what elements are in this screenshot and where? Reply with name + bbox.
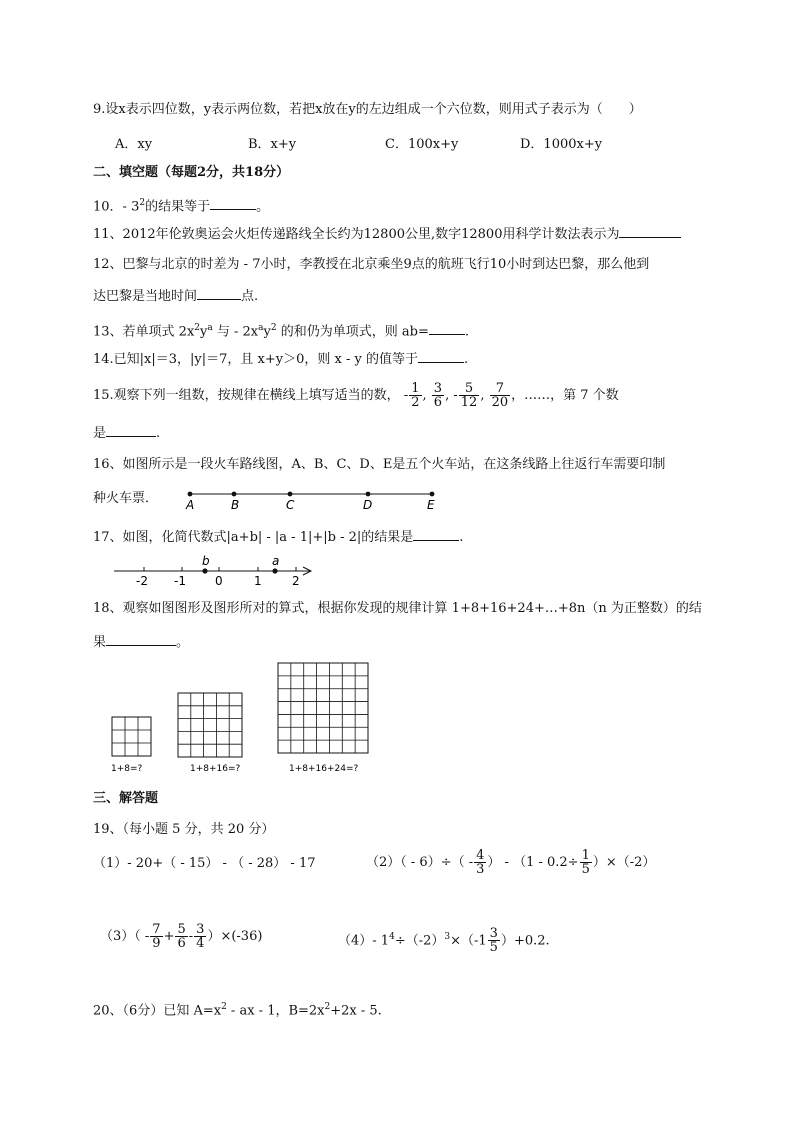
q19p3-text-b: + bbox=[163, 929, 175, 944]
question-19-part-4 bbox=[338, 917, 550, 961]
q19p4-text-a: （4）- 1 bbox=[338, 933, 390, 949]
q13-end: . bbox=[464, 324, 469, 340]
q13-text-e: 的和仍为单项式，则 ab= bbox=[276, 324, 429, 340]
q20-text-b: - ax - 1，B=2x bbox=[226, 1003, 325, 1019]
q19p3-f1-den: 9 bbox=[152, 936, 161, 951]
grid-border bbox=[278, 663, 368, 753]
q19p2-text-a: （2）（ - 6）÷（ - bbox=[366, 855, 474, 870]
point-b-dot bbox=[202, 568, 207, 573]
q13-text-c: 与 - 2x bbox=[212, 324, 259, 340]
q13-answer-blank[interactable] bbox=[429, 322, 465, 335]
question-16-line1: 16、如图所示是一段火车路线图，A、B、C、D、E是五个火车站，在这条线路上往返行车需要印制 bbox=[93, 457, 666, 472]
q10-answer-blank[interactable] bbox=[210, 197, 256, 210]
q18-text-a: 果 bbox=[93, 635, 107, 650]
q15-fraction-4 bbox=[489, 381, 512, 410]
q15-f4-den: 20 bbox=[491, 395, 509, 410]
q17-end: . bbox=[459, 530, 464, 545]
section-3-title: 三、解答题 bbox=[93, 791, 159, 806]
tick-label-minus-1: -1 bbox=[174, 574, 186, 588]
station-e-dot bbox=[430, 492, 435, 497]
q15-f3-sign: - bbox=[453, 388, 458, 403]
station-d-dot bbox=[366, 492, 371, 497]
grid-caption-3: 1+8+16+24=? bbox=[289, 764, 359, 774]
number-line-diagram bbox=[112, 553, 318, 589]
q19p2-f1-num: 4 bbox=[476, 848, 485, 863]
question-16-line2: 种火车票． bbox=[93, 491, 159, 506]
q19p3-text-a: （3）（ - bbox=[100, 929, 150, 944]
q12-answer-blank[interactable] bbox=[197, 287, 241, 300]
question-15-line1 bbox=[93, 379, 619, 413]
q9-option-b: B．x+y bbox=[248, 137, 297, 152]
question-14 bbox=[93, 350, 468, 369]
q15-f3-den: 12 bbox=[460, 395, 478, 410]
q18-text-b: 。 bbox=[176, 635, 190, 650]
grid-figure-7x7 bbox=[278, 663, 368, 753]
q19p4-text-d: ）+0.2. bbox=[500, 933, 550, 949]
q19p3-text-c: - bbox=[188, 929, 194, 944]
q19p2-text-b: ） - （1 - 0.2÷ bbox=[487, 855, 579, 870]
point-a-dot bbox=[272, 568, 277, 573]
station-b-label: B bbox=[231, 498, 240, 512]
q14-answer-blank[interactable] bbox=[418, 350, 464, 363]
q20-sup-2: 2 bbox=[324, 1002, 331, 1012]
q19p2-f2-den: 5 bbox=[581, 862, 590, 877]
q11-answer-blank[interactable] bbox=[619, 225, 681, 238]
q19p4-sup-1: 4 bbox=[389, 932, 395, 942]
question-11 bbox=[93, 225, 681, 244]
q13-sup-1: 2 bbox=[194, 323, 201, 333]
tick-label-minus-2: -2 bbox=[136, 574, 148, 588]
q15-f4-num: 7 bbox=[490, 382, 511, 396]
q19p4-sup-2: 3 bbox=[444, 932, 451, 942]
q9-option-d: D．1000x+y bbox=[520, 137, 603, 152]
grid-caption-2: 1+8+16=? bbox=[190, 764, 241, 774]
q18-answer-blank[interactable] bbox=[106, 633, 176, 646]
question-17 bbox=[93, 528, 463, 547]
q13-text-a: 13、若单项式 2x bbox=[93, 324, 195, 340]
railway-route-diagram bbox=[180, 484, 450, 514]
q9-option-c: C．100x+y bbox=[385, 137, 459, 152]
q10-text-a: 10．- 3 bbox=[93, 199, 140, 215]
section-2-title: 二、填空题（每题2分，共18分） bbox=[93, 165, 290, 180]
station-a-label: A bbox=[186, 498, 195, 512]
q19p4-f-den: 5 bbox=[489, 940, 498, 956]
question-12-line2 bbox=[93, 287, 258, 306]
q13-sup-4: 2 bbox=[270, 323, 277, 333]
q13-sup-3: a bbox=[258, 323, 264, 333]
grid-figure-5x5 bbox=[178, 693, 242, 757]
q19p2-f1-den: 3 bbox=[476, 862, 485, 877]
q11-text: 11、2012年伦敦奥运会火炬传递路线全长约为12800公里,数字12800用科学计数法表示为 bbox=[93, 227, 620, 242]
q20-text-c: +2x - 5. bbox=[330, 1003, 382, 1019]
station-e-label: E bbox=[427, 498, 435, 512]
q15-text-a: 是 bbox=[93, 426, 107, 441]
question-20 bbox=[93, 998, 382, 1020]
point-a-label: a bbox=[272, 554, 280, 568]
q15-f1-sign: - bbox=[403, 388, 409, 403]
q19p4-text-b: ÷（-2） bbox=[394, 933, 445, 949]
q14-end: . bbox=[463, 352, 469, 367]
q10-exponent: 2 bbox=[139, 198, 146, 208]
q9-option-a: A．xy bbox=[115, 137, 153, 152]
station-a-dot bbox=[188, 492, 193, 497]
q10-text-b: 的结果等于 bbox=[145, 199, 211, 215]
question-19-part-3 bbox=[100, 917, 262, 957]
q19p3-f2-den: 6 bbox=[177, 936, 186, 951]
q14-text: 14.已知|x|＝3，|y|＝7，且 x+y＞0，则 x - y 的值等于 bbox=[93, 352, 418, 367]
grid-figure-3x3 bbox=[112, 717, 151, 756]
q20-sup-1: 2 bbox=[221, 1002, 227, 1012]
question-15-line2 bbox=[93, 424, 160, 443]
question-13 bbox=[93, 319, 469, 341]
q12-text-b: 点. bbox=[241, 289, 259, 304]
q19p4-f-num: 3 bbox=[489, 926, 498, 942]
q19p4-text-c: ×（-1 bbox=[450, 933, 487, 949]
question-19-part-2 bbox=[366, 843, 655, 883]
q17-text: 17、如图，化简代数式|a+b| - |a - 1|+|b - 2|的结果是 bbox=[93, 530, 414, 545]
station-c-dot bbox=[288, 492, 293, 497]
q15-f1-den: 2 bbox=[411, 395, 420, 410]
station-b-dot bbox=[232, 492, 237, 497]
q19p3-f2-num: 5 bbox=[177, 922, 186, 937]
q19p2-text-c: ）×（-2） bbox=[592, 855, 656, 870]
question-9-stem: 9.设x表示四位数，y表示两位数，若把x放在y的左边组成一个六位数，则用式子表示为（ ） bbox=[93, 102, 642, 117]
q15-fraction-1: - $\frac{1}{2}$ , bbox=[403, 381, 427, 410]
q15-f1-num: 1 bbox=[411, 381, 420, 396]
grid-caption-1: 1+8=? bbox=[111, 764, 143, 774]
q19p3-text-d: ）×(-36) bbox=[207, 929, 263, 944]
point-b-label: b bbox=[202, 554, 210, 568]
grid-pattern-figures bbox=[100, 658, 390, 778]
q15-answer-blank[interactable] bbox=[106, 424, 156, 437]
q13-text-d: y bbox=[263, 324, 271, 340]
q20-text-a: 20、（6分）已知 A=x bbox=[93, 1003, 222, 1019]
q15-f2-num: 3 bbox=[433, 381, 443, 396]
question-18-line2 bbox=[93, 633, 189, 652]
q15-f2-den: 6 bbox=[433, 395, 443, 410]
station-c-label: C bbox=[286, 498, 295, 512]
question-10 bbox=[93, 194, 269, 216]
tick-label-1: 1 bbox=[254, 574, 262, 588]
tick-label-2: 2 bbox=[292, 574, 300, 588]
question-19-header: 19、（每小题 5 分，共 20 分） bbox=[93, 822, 275, 837]
q12-text-a: 达巴黎是当地时间 bbox=[93, 289, 198, 304]
q15-fraction-2: $\frac{3}{6}$ , bbox=[433, 381, 450, 410]
question-19-part-1: （1）- 20+（ - 15） - （ - 28） - 17 bbox=[93, 856, 316, 871]
q15-text-b: . bbox=[156, 426, 161, 441]
question-12-line1: 12、巴黎与北京的时差为 - 7小时，李教授在北京乘坐9点的航班飞行10小时到达巴黎，那么他到 bbox=[93, 257, 650, 272]
q13-text-b: y bbox=[200, 324, 208, 340]
q19p2-f2-num: 1 bbox=[581, 848, 590, 863]
q15-prefix: 15.观察下列一组数，按规律在横线上填写适当的数， bbox=[93, 388, 400, 403]
tick-label-0: 0 bbox=[215, 574, 223, 588]
q15-suffix: ，……，第 7 个数 bbox=[511, 388, 619, 403]
q17-answer-blank[interactable] bbox=[413, 528, 459, 541]
q19p3-f1-num: 7 bbox=[152, 922, 161, 937]
q19p3-f3-den: 4 bbox=[196, 936, 205, 951]
q19p3-f3-num: 3 bbox=[196, 922, 205, 937]
q10-end: 。 bbox=[256, 199, 270, 215]
q15-fraction-3: - $\frac{5}{12}$ , bbox=[453, 381, 485, 410]
question-18-line1: 18、观察如图图形及图形所对的算式，根据你发现的规律计算 1+8+16+24+…+8n（n 为正整数）的结 bbox=[93, 601, 702, 616]
q13-sup-2: a bbox=[207, 323, 213, 333]
grid-border bbox=[112, 717, 151, 756]
q15-f3-num: 5 bbox=[459, 382, 480, 396]
grid-border bbox=[178, 693, 242, 757]
station-d-label: D bbox=[363, 498, 373, 512]
